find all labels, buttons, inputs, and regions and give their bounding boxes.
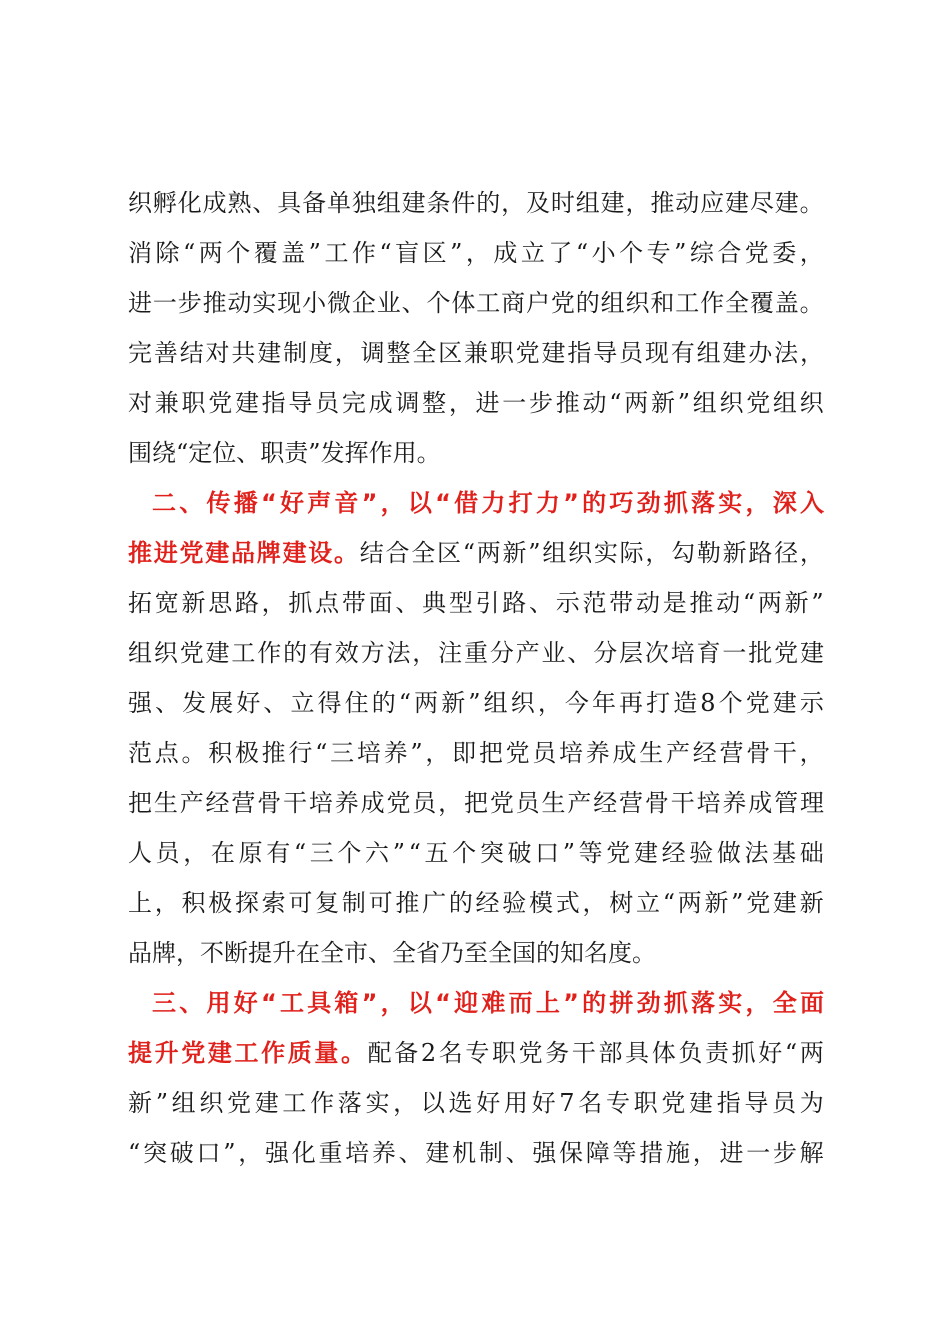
text-line-p2-l10: 品 牌 ， 不 断 提 升 在 全 市 、 全 省 乃 至 全 国 的 知 名 度 。 — [128, 939, 656, 967]
text-line-p2-l8: 人 员 ， 在 原 有 “ 三 个 六 ” “ 五 个 突 破 口 ” 等 党 建 经 验 做 法 基 础 — [128, 839, 824, 867]
text-line-p2-l4: 组 织 党 建 工 作 的 有 效 方 法 ， 注 重 分 产 业 、 分 层 次 培 育 一 批 党 建 — [128, 639, 824, 667]
text-line-p1-l6: 围 绕 “ 定 位 、 职 责 ” 发 挥 作 用 。 — [128, 439, 441, 467]
text-line-p3-l3: 新 ” 组 织 党 建 工 作 落 实 ， 以 选 好 用 好 7 名 专 职 党 建 指 导 员 为 — [128, 1089, 824, 1117]
text-line-p2-l5: 强 、 发 展 好 、 立 得 住 的 “ 两 新 ” 组 织 ， 今 年 再 打 造 8 个 党 建 示 — [128, 689, 824, 717]
text-line-p2-l2: 推 进 党 建 品 牌 建 设 。 结 合 全 区 “ 两 新 ” 组 织 实 际 ， 勾 勒 新 路 径 ， — [128, 539, 824, 567]
text-line-p1-l3: 进 一 步 推 动 实 现 小 微 企 业 、 个 体 工 商 户 党 的 组 织 和 工 作 全 覆 盖 。 — [128, 289, 824, 317]
text-line-p1-l4: 完 善 结 对 共 建 制 度 ， 调 整 全 区 兼 职 党 建 指 导 员 现 有 组 建 办 法 ， — [128, 339, 824, 367]
text-line-p2-l1: 二 、 传 播 “ 好 声 音 ” ， 以 “ 借 力 打 力 ” 的 巧 劲 抓 落 实 ， 深 入 — [152, 489, 824, 517]
text-line-p3-l2: 提 升 党 建 工 作 质 量 。 配 备 2 名 专 职 党 务 干 部 具 体 负 责 抓 好 “ 两 — [128, 1039, 824, 1067]
text-line-p2-l6: 范 点 。 积 极 推 行 “ 三 培 养 ” ， 即 把 党 员 培 养 成 生 产 经 营 骨 干 ， — [128, 739, 824, 767]
text-line-p1-l5: 对 兼 职 党 建 指 导 员 完 成 调 整 ， 进 一 步 推 动 “ 两 新 ” 组 织 党 组 织 — [128, 389, 824, 417]
text-line-p3-l1: 三 、 用 好 “ 工 具 箱 ” ， 以 “ 迎 难 而 上 ” 的 拼 劲 抓 落 实 ， 全 面 — [152, 989, 824, 1017]
document-body — [128, 178, 824, 1178]
text-line-p2-l7: 把 生 产 经 营 骨 干 培 养 成 党 员 ， 把 党 员 生 产 经 营 骨 干 培 养 成 管 理 — [128, 789, 824, 817]
text-line-p1-l2: 消 除 “ 两 个 覆 盖 ” 工 作 “ 盲 区 ” ， 成 立 了 “ 小 个 专 ” 综 合 党 委 ， — [128, 239, 824, 267]
text-line-p1-l1: 织 孵 化 成 熟 、 具 备 单 独 组 建 条 件 的 ， 及 时 组 建 ， 推 动 应 建 尽 建 。 — [128, 189, 824, 217]
text-line-p3-l4: “ 突 破 口 ” ， 强 化 重 培 养 、 建 机 制 、 强 保 障 等 措 施 ， 进 一 步 解 — [128, 1139, 824, 1167]
text-line-p2-l3: 拓 宽 新 思 路 ， 抓 点 带 面 、 典 型 引 路 、 示 范 带 动 是 推 动 “ 两 新 ” — [128, 589, 824, 617]
text-line-p2-l9: 上 ， 积 极 探 索 可 复 制 可 推 广 的 经 验 模 式 ， 树 立 “ 两 新 ” 党 建 新 — [128, 889, 824, 917]
